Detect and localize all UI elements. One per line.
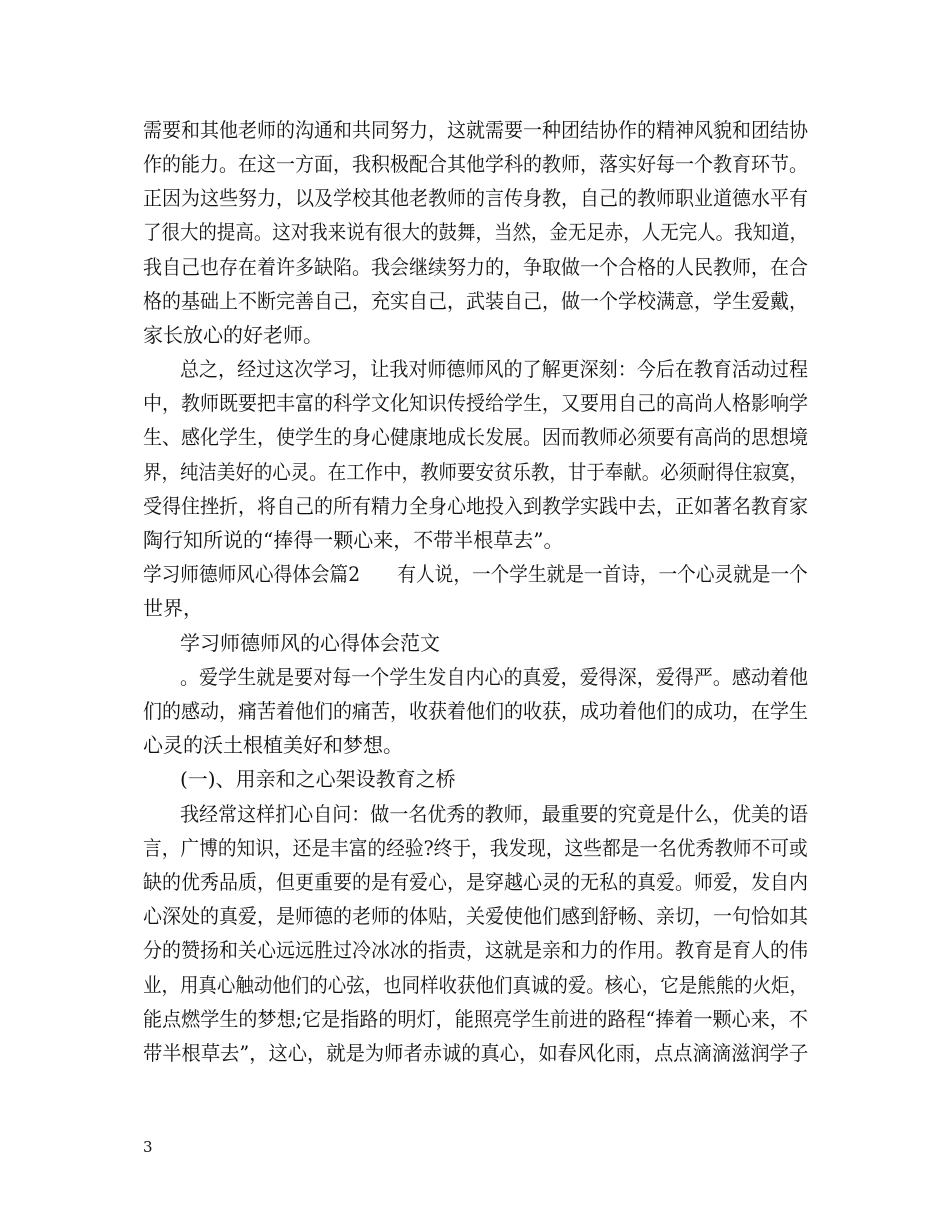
text-line: 心灵的沃土根植美好和梦想。 bbox=[143, 733, 403, 757]
section-heading-line: 学习师德师风心得体会篇2 有人说，一个学生就是一首诗，一个心灵就是一个 bbox=[143, 562, 808, 586]
text-line: 带半根草去”，这心，就是为师者赤诚的真心，如春风化雨，点点滴滴滋润学子 bbox=[143, 1041, 809, 1065]
text-line: 分的赞扬和关心远远胜过冷冰冰的指责，这就是亲和力的作用。教育是育人的伟 bbox=[143, 938, 808, 962]
text-line: 陶行知所说的“捧得一颗心来，不带半根草去”。 bbox=[143, 528, 564, 552]
text-line: 世界， bbox=[143, 596, 203, 620]
page-number: 3 bbox=[143, 1138, 153, 1156]
text-line: 受得住挫折，将自己的所有精力全身心地投入到教学实践中去，正如著名教育家 bbox=[143, 494, 808, 518]
text-line: 言，广博的知识，还是丰富的经验?终于，我发现，这些都是一名优秀教师不可或 bbox=[143, 836, 808, 860]
text-line: 中，教师既要把丰富的科学文化知识传授给学生，又要用自己的高尚人格影响学 bbox=[143, 391, 808, 415]
text-line: 需要和其他老师的沟通和共同努力，这就需要一种团结协作的精神风貌和团结协 bbox=[143, 118, 808, 142]
text-line: 生、感化学生，使学生的身心健康地成长发展。因而教师必须要有高尚的思想境 bbox=[143, 425, 808, 449]
text-line: 正因为这些努力，以及学校其他老教师的言传身教，自己的教师职业道德水平有 bbox=[143, 186, 808, 210]
text-line: 缺的优秀品质，但更重要的是有爱心，是穿越心灵的无私的真爱。师爱，发自内 bbox=[143, 870, 808, 894]
subtitle-line: 学习师德师风的心得体会范文 bbox=[180, 631, 440, 655]
text-line: 业，用真心触动他们的心弦，也同样收获他们真诚的爱。核心，它是熊熊的火炬， bbox=[143, 973, 808, 997]
text-line: 界，纯洁美好的心灵。在工作中，教师要安贫乐教，甘于奉献。必须耐得住寂寞， bbox=[143, 460, 808, 484]
text-line: 作的能力。在这一方面，我积极配合其他学科的教师，落实好每一个教育环节。 bbox=[143, 152, 808, 176]
text-line: 我经常这样扪心自问：做一名优秀的教师，最重要的究竟是什么，优美的语 bbox=[180, 802, 808, 826]
subheading-line: (一)、用亲和之心架设教育之桥 bbox=[180, 767, 456, 791]
text-line: 我自己也存在着许多缺陷。我会继续努力的，争取做一个合格的人民教师，在合 bbox=[143, 255, 808, 279]
text-line: 总之，经过这次学习，让我对师德师风的了解更深刻：今后在教育活动过程 bbox=[180, 357, 808, 381]
text-line: 格的基础上不断完善自己，充实自己，武装自己，做一个学校满意，学生爱戴， bbox=[143, 289, 808, 313]
text-line: 了很大的提高。这对我来说有很大的鼓舞，当然，金无足赤，人无完人。我知道， bbox=[143, 220, 808, 244]
text-line: 心深处的真爱，是师德的老师的体贴，关爱使他们感到舒畅、亲切，一句恰如其 bbox=[143, 904, 808, 928]
text-line: 家长放心的好老师。 bbox=[143, 323, 323, 347]
text-line: 。爱学生就是要对每一个学生发自内心的真爱，爱得深，爱得严。感动着他 bbox=[180, 665, 808, 689]
text-line: 们的感动，痛苦着他们的痛苦，收获着他们的收获，成功着他们的成功，在学生 bbox=[143, 699, 808, 723]
text-line: 能点燃学生的梦想;它是指路的明灯，能照亮学生前进的路程“捧着一颗心来，不 bbox=[143, 1007, 808, 1031]
